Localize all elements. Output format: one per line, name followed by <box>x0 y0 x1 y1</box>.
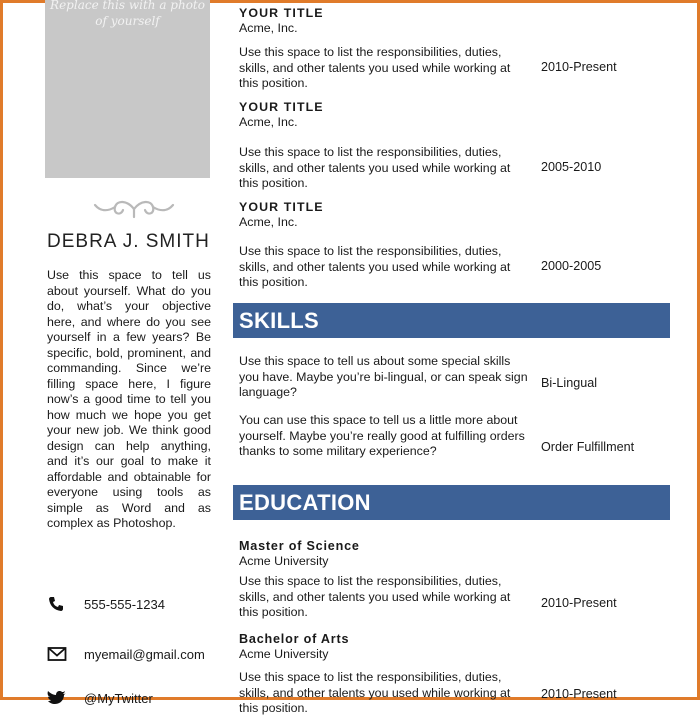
degree-title: Bachelor of Arts <box>239 632 350 646</box>
twitter-handle: @MyTwitter <box>84 690 153 706</box>
education-dates: 2010-Present <box>541 687 617 701</box>
envelope-icon <box>47 645 75 663</box>
company-name: Acme, Inc. <box>239 115 298 129</box>
experience-entry <box>239 200 679 229</box>
phone-icon <box>47 595 75 613</box>
contact-email[interactable] <box>47 645 205 663</box>
job-description: Use this space to list the responsibilities, duties, skills, and other talents you used while working at this position. <box>239 145 511 190</box>
contact-phone[interactable] <box>47 595 165 613</box>
education-section-header: EDUCATION <box>233 485 670 520</box>
education-entry <box>239 632 679 661</box>
experience-entry <box>239 6 679 35</box>
phone-number: 555-555-1234 <box>84 596 165 612</box>
education-entry <box>239 539 679 568</box>
job-title: YOUR TITLE <box>239 100 324 114</box>
company-name: Acme, Inc. <box>239 21 298 35</box>
job-dates: 2010-Present <box>541 60 617 74</box>
photo-placeholder-text: Replace this with a photo of yourself <box>50 0 205 28</box>
skill-name: Order Fulfillment <box>541 440 635 454</box>
twitter-bird-icon <box>47 689 75 707</box>
skill-name: Bi-Lingual <box>541 376 598 390</box>
contact-twitter[interactable] <box>47 689 153 707</box>
job-description: Use this space to list the responsibilities, duties, skills, and other talents you used while working at this position. <box>239 45 511 90</box>
job-dates: 2000-2005 <box>541 259 602 273</box>
experience-entry <box>239 100 679 129</box>
skill-description: Use this space to tell us about some special skills you have. Maybe you’re bi-lingual, or can speak sign language? <box>239 354 528 399</box>
school-name: Acme University <box>239 647 329 661</box>
job-title: YOUR TITLE <box>239 6 324 20</box>
skill-description: You can use this space to tell us a little more about yourself. Maybe you’re really good at fulfilling orders thanks to some military experience? <box>239 413 525 458</box>
skills-section-header: SKILLS <box>233 303 670 338</box>
education-dates: 2010-Present <box>541 596 617 610</box>
job-description: Use this space to list the responsibilities, duties, skills, and other talents you used while working at this position. <box>239 244 511 289</box>
education-description: Use this space to list the responsibilities, duties, skills, and other talents you used while working at this position. <box>239 670 511 715</box>
degree-title: Master of Science <box>239 539 360 553</box>
photo-placeholder[interactable] <box>45 0 210 178</box>
applicant-name: DEBRA J. SMITH <box>47 231 210 252</box>
about-text: Use this space to tell us about yourself. What do you do, what’s your objective here, and where do you see yourself in a few years? Be specific, bold, prominent, and commanding. Since we’re filling space here, I figure now’s a good time to tell you how much we hope you get your new job. We think good design can help anything, and it’s our goal to make it affordable and obtainable for everyone using tools as simple as Word and as complex as Photoshop. <box>47 268 211 530</box>
email-address: myemail@gmail.com <box>84 646 205 662</box>
job-dates: 2005-2010 <box>541 160 602 174</box>
company-name: Acme, Inc. <box>239 215 298 229</box>
education-description: Use this space to list the responsibilities, duties, skills, and other talents you used while working at this position. <box>239 574 511 619</box>
school-name: Acme University <box>239 554 329 568</box>
flourish-ornament-icon <box>91 196 177 222</box>
job-title: YOUR TITLE <box>239 200 324 214</box>
